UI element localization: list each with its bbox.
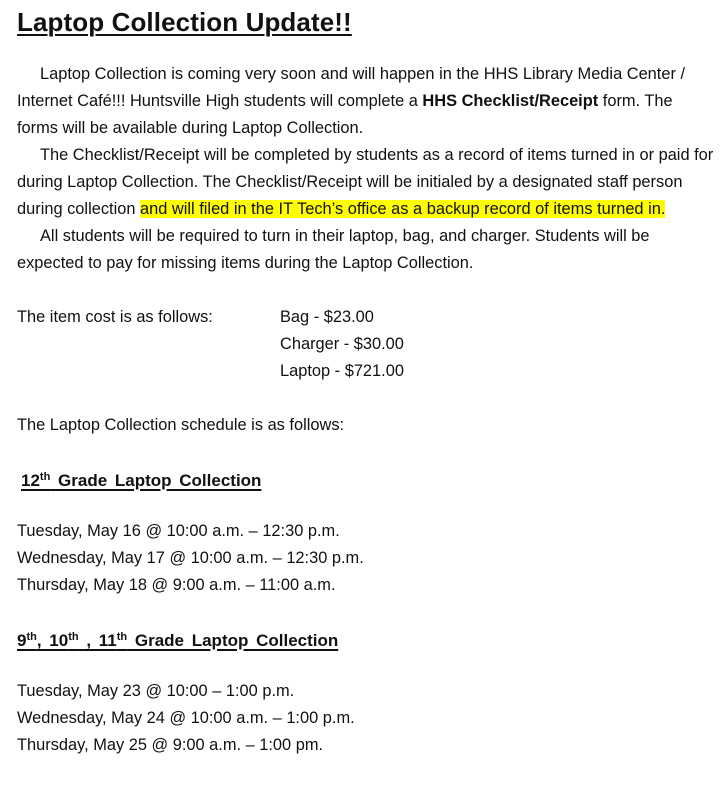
- paragraph1-bold-form-name: HHS Checklist/Receipt: [422, 92, 599, 110]
- grade12-heading-text: Grade Laptop Collection: [50, 471, 262, 490]
- paragraph-checklist: [17, 142, 717, 223]
- grade12-date-list: [17, 518, 717, 599]
- grade10-ordinal: th: [68, 631, 79, 643]
- grade9-ordinal: th: [26, 631, 37, 643]
- item-costs-label: The item cost is as follows:: [17, 308, 213, 326]
- grade10-number: , 10: [36, 631, 69, 650]
- grades9-11-date-list: [17, 678, 717, 759]
- document-page: [17, 6, 717, 759]
- schedule-intro: The Laptop Collection schedule is as follows:: [17, 416, 345, 434]
- grade12-date-thursday: Thursday, May 18 @ 9:00 a.m. – 11:00 a.m.: [17, 576, 336, 594]
- cost-item-bag: Bag - $23.00: [280, 308, 374, 326]
- paragraph-collection-intro: [17, 61, 717, 142]
- grade12-number: 12: [21, 471, 40, 490]
- grade12-ordinal: th: [39, 471, 51, 483]
- grades9-11-heading: [17, 627, 717, 654]
- grade11-number: , 11: [78, 631, 117, 650]
- grades9-11-date-wednesday: Wednesday, May 24 @ 10:00 a.m. – 1:00 p.m.: [17, 709, 355, 727]
- document-title: Laptop Collection Update!!: [17, 7, 352, 37]
- paragraph-requirements: All students will be required to turn in their laptop, bag, and charger. Students will be expected to pay for missing items during the Laptop Collection.: [17, 227, 650, 272]
- grades9-11-date-thursday: Thursday, May 25 @ 9:00 a.m. – 1:00 pm.: [17, 736, 324, 754]
- grade12-date-wednesday: Wednesday, May 17 @ 10:00 a.m. – 12:30 p.m.: [17, 549, 364, 567]
- paragraph1-text-b: form. The forms will be available during Laptop Collection.: [17, 92, 673, 137]
- paragraph1-text-a: Laptop Collection is coming very soon and will happen in the HHS Library Media Center / Internet Café!!! Huntsville High students will complete a: [17, 65, 686, 110]
- item-costs-section: [17, 304, 717, 385]
- grade9-number: 9: [17, 631, 27, 650]
- item-costs-list: [280, 304, 404, 385]
- paragraph2-highlighted-text: and will filed in the IT Tech’s office as a backup record of items turned in.: [140, 200, 666, 218]
- cost-item-laptop: Laptop - $721.00: [280, 362, 404, 380]
- grade12-date-tuesday: Tuesday, May 16 @ 10:00 a.m. – 12:30 p.m.: [17, 522, 340, 540]
- grade11-ordinal: th: [116, 631, 128, 643]
- grade12-heading: [21, 467, 717, 494]
- document-body: [17, 61, 717, 277]
- grades9-11-heading-text: Grade Laptop Collection: [127, 631, 339, 650]
- grades9-11-date-tuesday: Tuesday, May 23 @ 10:00 – 1:00 p.m.: [17, 682, 295, 700]
- paragraph2-text-a: The Checklist/Receipt will be completed by students as a record of items turned in or paid for during Laptop Collection. The Checklist/Receipt will be initialed by a designated staff person during collection: [17, 146, 714, 218]
- cost-item-charger: Charger - $30.00: [280, 335, 404, 353]
